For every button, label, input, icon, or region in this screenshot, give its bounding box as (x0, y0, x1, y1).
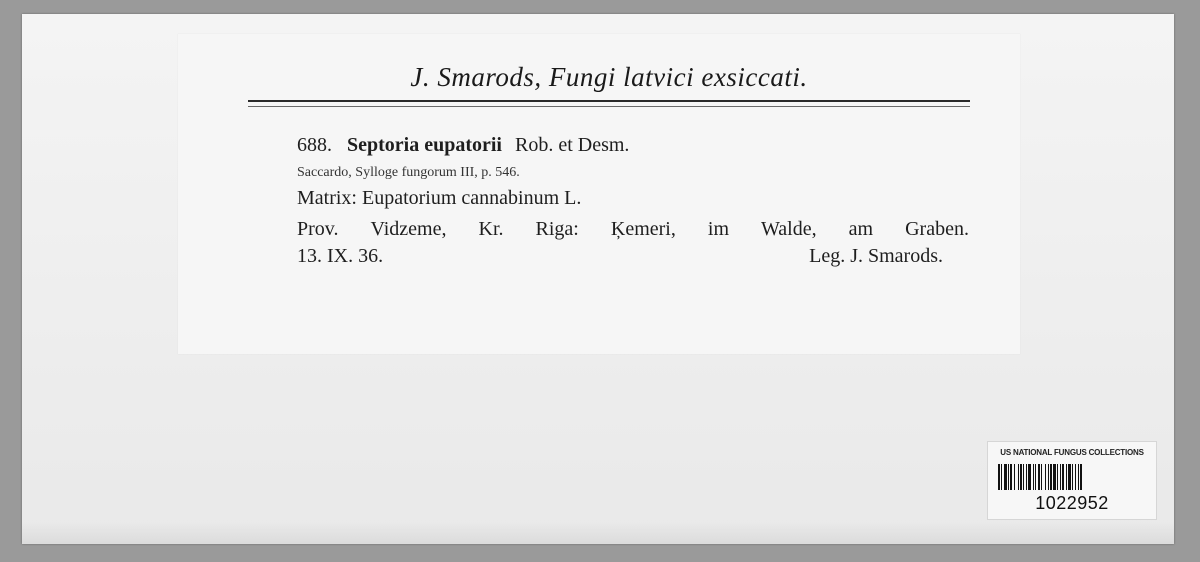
locality-word: Riga: (535, 218, 579, 240)
locality-word: Kr. (478, 218, 504, 240)
literature-reference: Saccardo, Sylloge fungorum III, p. 546. (297, 165, 520, 180)
locality-word: im (707, 218, 730, 240)
locality-word: am (848, 218, 874, 240)
collection-date: 13. IX. 36. (297, 245, 384, 267)
locality-word: Ķemeri, (610, 218, 676, 240)
title-rule (248, 100, 970, 102)
label-title: J. Smarods, Fungi latvici exsiccati. (410, 62, 808, 92)
barcode-label (987, 441, 1157, 520)
barcode-institution: US NATIONAL FUNGUS COLLECTIONS (1000, 448, 1144, 457)
title-rule-thin (248, 106, 970, 107)
locality-word: Vidzeme, (370, 218, 447, 240)
locality-word: Graben. (905, 218, 969, 240)
barcode-icon (998, 464, 1146, 490)
matrix-line: Matrix: Eupatorium cannabinum L. (297, 187, 582, 209)
sheet-shadow (22, 522, 1174, 544)
date-collector-line (297, 245, 943, 268)
locality-word: Prov. (297, 218, 339, 240)
species-authority: Rob. et Desm. (515, 134, 630, 156)
locality-word: Walde, (761, 218, 817, 240)
species-name: Septoria eupatorii (347, 134, 502, 156)
collector: Leg. J. Smarods. (809, 245, 943, 267)
exsiccata-number: 688. (297, 134, 332, 156)
species-line (297, 134, 629, 157)
locality-line (297, 218, 969, 241)
barcode-number: 1022952 (1035, 493, 1109, 513)
